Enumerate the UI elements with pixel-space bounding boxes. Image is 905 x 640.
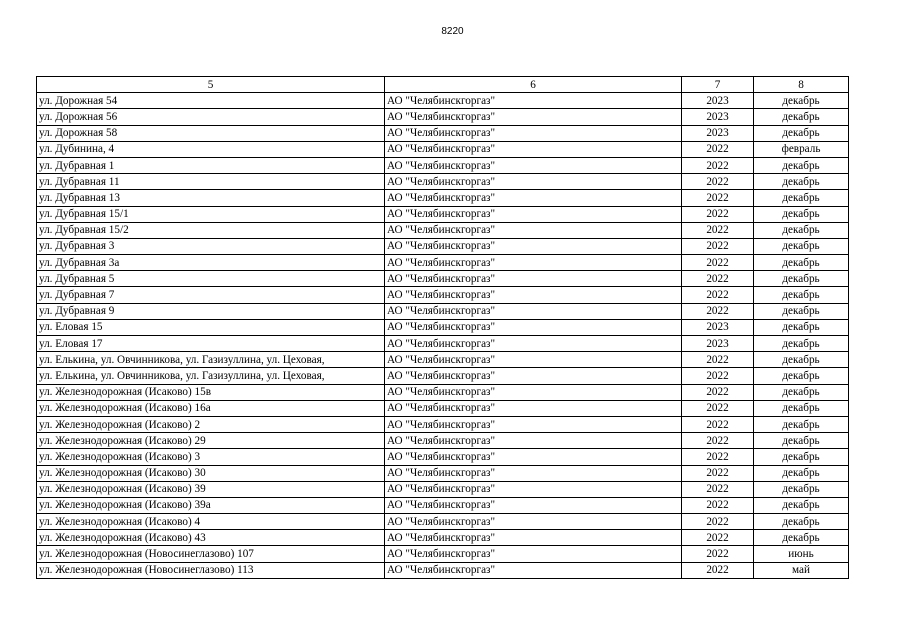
organization-cell: АО "Челябинскгоргаз" xyxy=(385,546,682,562)
organization-cell: АО "Челябинскгоргаз" xyxy=(385,319,682,335)
year-cell: 2022 xyxy=(682,400,754,416)
address-cell: ул. Дубравная 3а xyxy=(37,255,385,271)
table-row xyxy=(37,416,849,432)
year-cell: 2023 xyxy=(682,109,754,125)
year-cell: 2022 xyxy=(682,530,754,546)
table-row xyxy=(37,465,849,481)
organization-cell: АО "Челябинскгоргаз" xyxy=(385,465,682,481)
address-cell: ул. Дубравная 13 xyxy=(37,190,385,206)
year-cell: 2023 xyxy=(682,319,754,335)
organization-cell: АО "Челябинскгоргаз" xyxy=(385,336,682,352)
month-cell: декабрь xyxy=(754,497,849,513)
month-cell: декабрь xyxy=(754,190,849,206)
month-cell: декабрь xyxy=(754,336,849,352)
year-cell: 2022 xyxy=(682,562,754,578)
address-cell: ул. Железнодорожная (Исаково) 3 xyxy=(37,449,385,465)
year-cell: 2022 xyxy=(682,352,754,368)
table-row xyxy=(37,157,849,173)
year-cell: 2023 xyxy=(682,336,754,352)
month-cell: декабрь xyxy=(754,481,849,497)
year-cell: 2022 xyxy=(682,238,754,254)
address-cell: ул. Дубравная 5 xyxy=(37,271,385,287)
table-row xyxy=(37,287,849,303)
page-number: 8220 xyxy=(441,26,464,37)
year-cell: 2022 xyxy=(682,303,754,319)
month-cell: декабрь xyxy=(754,319,849,335)
address-cell: ул. Железнодорожная (Исаково) 16а xyxy=(37,400,385,416)
address-cell: ул. Еловая 15 xyxy=(37,319,385,335)
organization-cell: АО "Челябинскгоргаз" xyxy=(385,481,682,497)
year-cell: 2022 xyxy=(682,222,754,238)
address-cell: ул. Дубравная 15/1 xyxy=(37,206,385,222)
address-cell: ул. Дубравная 9 xyxy=(37,303,385,319)
month-cell: декабрь xyxy=(754,416,849,432)
table-row xyxy=(37,530,849,546)
address-cell: ул. Дубравная 15/2 xyxy=(37,222,385,238)
month-cell: декабрь xyxy=(754,206,849,222)
address-cell: ул. Елькина, ул. Овчинникова, ул. Газизуллина, ул. Цеховая, xyxy=(37,368,385,384)
address-cell: ул. Дорожная 54 xyxy=(37,93,385,109)
organization-cell: АО "Челябинскгоргаз" xyxy=(385,562,682,578)
month-cell: декабрь xyxy=(754,157,849,173)
year-cell: 2022 xyxy=(682,190,754,206)
column-header-6: 6 xyxy=(385,77,682,93)
year-cell: 2022 xyxy=(682,206,754,222)
address-cell: ул. Дорожная 58 xyxy=(37,125,385,141)
table-row xyxy=(37,514,849,530)
month-cell: декабрь xyxy=(754,174,849,190)
address-cell: ул. Железнодорожная (Исаково) 43 xyxy=(37,530,385,546)
year-cell: 2022 xyxy=(682,271,754,287)
organization-cell: АО "Челябинскгоргаз" xyxy=(385,352,682,368)
column-header-5: 5 xyxy=(37,77,385,93)
year-cell: 2022 xyxy=(682,449,754,465)
year-cell: 2022 xyxy=(682,174,754,190)
year-cell: 2022 xyxy=(682,481,754,497)
address-cell: ул. Еловая 17 xyxy=(37,336,385,352)
table-row xyxy=(37,303,849,319)
table-row xyxy=(37,238,849,254)
organization-cell: АО "Челябинскгоргаз" xyxy=(385,206,682,222)
organization-cell: АО "Челябинскгоргаз" xyxy=(385,255,682,271)
month-cell: декабрь xyxy=(754,109,849,125)
year-cell: 2022 xyxy=(682,368,754,384)
year-cell: 2022 xyxy=(682,157,754,173)
column-header-8: 8 xyxy=(754,77,849,93)
table-row xyxy=(37,481,849,497)
table-row xyxy=(37,174,849,190)
organization-cell: АО "Челябинскгоргаз" xyxy=(385,93,682,109)
year-cell: 2022 xyxy=(682,384,754,400)
table-row xyxy=(37,336,849,352)
organization-cell: АО "Челябинскгоргаз" xyxy=(385,497,682,513)
table-row xyxy=(37,255,849,271)
table-row xyxy=(37,190,849,206)
organization-cell: АО "Челябинскгоргаз" xyxy=(385,368,682,384)
organization-cell: АО "Челябинскгоргаз" xyxy=(385,222,682,238)
address-cell: ул. Дорожная 56 xyxy=(37,109,385,125)
address-cell: ул. Железнодорожная (Исаково) 39а xyxy=(37,497,385,513)
table-row xyxy=(37,206,849,222)
organization-cell: АО "Челябинскгоргаз" xyxy=(385,416,682,432)
organization-cell: АО "Челябинскгоргаз" xyxy=(385,514,682,530)
month-cell: декабрь xyxy=(754,93,849,109)
address-cell: ул. Дубравная 3 xyxy=(37,238,385,254)
table-row xyxy=(37,497,849,513)
month-cell: декабрь xyxy=(754,433,849,449)
address-cell: ул. Дубравная 11 xyxy=(37,174,385,190)
address-cell: ул. Железнодорожная (Новосинеглазово) 107 xyxy=(37,546,385,562)
organization-cell: АО "Челябинскгоргаз" xyxy=(385,125,682,141)
address-cell: ул. Железнодорожная (Новосинеглазово) 113 xyxy=(37,562,385,578)
organization-cell: АО "Челябинскгоргаз" xyxy=(385,449,682,465)
organization-cell: АО "Челябинскгоргаз" xyxy=(385,174,682,190)
column-header-7: 7 xyxy=(682,77,754,93)
organization-cell: АО "Челябинскгоргаз" xyxy=(385,433,682,449)
address-cell: ул. Железнодорожная (Исаково) 30 xyxy=(37,465,385,481)
year-cell: 2022 xyxy=(682,514,754,530)
year-cell: 2022 xyxy=(682,416,754,432)
month-cell: декабрь xyxy=(754,514,849,530)
address-cell: ул. Железнодорожная (Исаково) 4 xyxy=(37,514,385,530)
month-cell: декабрь xyxy=(754,449,849,465)
address-cell: ул. Железнодорожная (Исаково) 39 xyxy=(37,481,385,497)
table-row xyxy=(37,222,849,238)
table-row xyxy=(37,368,849,384)
month-cell: февраль xyxy=(754,141,849,157)
year-cell: 2023 xyxy=(682,93,754,109)
month-cell: декабрь xyxy=(754,530,849,546)
table-row xyxy=(37,400,849,416)
year-cell: 2022 xyxy=(682,255,754,271)
table-header-row xyxy=(37,77,849,93)
address-cell: ул. Дубравная 1 xyxy=(37,157,385,173)
month-cell: декабрь xyxy=(754,222,849,238)
month-cell: декабрь xyxy=(754,400,849,416)
table-row xyxy=(37,319,849,335)
month-cell: декабрь xyxy=(754,255,849,271)
organization-cell: АО "Челябинскгоргаз" xyxy=(385,109,682,125)
month-cell: декабрь xyxy=(754,465,849,481)
table-row xyxy=(37,449,849,465)
table-row xyxy=(37,433,849,449)
address-cell: ул. Дубинина, 4 xyxy=(37,141,385,157)
year-cell: 2022 xyxy=(682,465,754,481)
year-cell: 2023 xyxy=(682,125,754,141)
table-row xyxy=(37,562,849,578)
month-cell: июнь xyxy=(754,546,849,562)
year-cell: 2022 xyxy=(682,433,754,449)
month-cell: декабрь xyxy=(754,368,849,384)
table-row xyxy=(37,93,849,109)
month-cell: декабрь xyxy=(754,352,849,368)
organization-cell: АО "Челябинскгоргаз" xyxy=(385,400,682,416)
table-body xyxy=(37,93,849,579)
address-cell: ул. Дубравная 7 xyxy=(37,287,385,303)
data-table xyxy=(36,76,849,579)
table-row xyxy=(37,271,849,287)
organization-cell: АО "Челябинскгоргаз" xyxy=(385,287,682,303)
table-row xyxy=(37,352,849,368)
year-cell: 2022 xyxy=(682,141,754,157)
year-cell: 2022 xyxy=(682,497,754,513)
month-cell: декабрь xyxy=(754,238,849,254)
organization-cell: АО "Челябинскгоргаз" xyxy=(385,271,682,287)
address-cell: ул. Железнодорожная (Исаково) 29 xyxy=(37,433,385,449)
organization-cell: АО "Челябинскгоргаз" xyxy=(385,384,682,400)
organization-cell: АО "Челябинскгоргаз" xyxy=(385,190,682,206)
address-cell: ул. Елькина, ул. Овчинникова, ул. Газизуллина, ул. Цеховая, xyxy=(37,352,385,368)
year-cell: 2022 xyxy=(682,287,754,303)
month-cell: декабрь xyxy=(754,125,849,141)
organization-cell: АО "Челябинскгоргаз" xyxy=(385,238,682,254)
address-cell: ул. Железнодорожная (Исаково) 15в xyxy=(37,384,385,400)
table-row xyxy=(37,384,849,400)
organization-cell: АО "Челябинскгоргаз" xyxy=(385,141,682,157)
table-row xyxy=(37,109,849,125)
month-cell: декабрь xyxy=(754,271,849,287)
table-row xyxy=(37,141,849,157)
table-row xyxy=(37,125,849,141)
month-cell: май xyxy=(754,562,849,578)
month-cell: декабрь xyxy=(754,303,849,319)
address-cell: ул. Железнодорожная (Исаково) 2 xyxy=(37,416,385,432)
organization-cell: АО "Челябинскгоргаз" xyxy=(385,157,682,173)
month-cell: декабрь xyxy=(754,287,849,303)
year-cell: 2022 xyxy=(682,546,754,562)
table-row xyxy=(37,546,849,562)
organization-cell: АО "Челябинскгоргаз" xyxy=(385,303,682,319)
organization-cell: АО "Челябинскгоргаз" xyxy=(385,530,682,546)
month-cell: декабрь xyxy=(754,384,849,400)
